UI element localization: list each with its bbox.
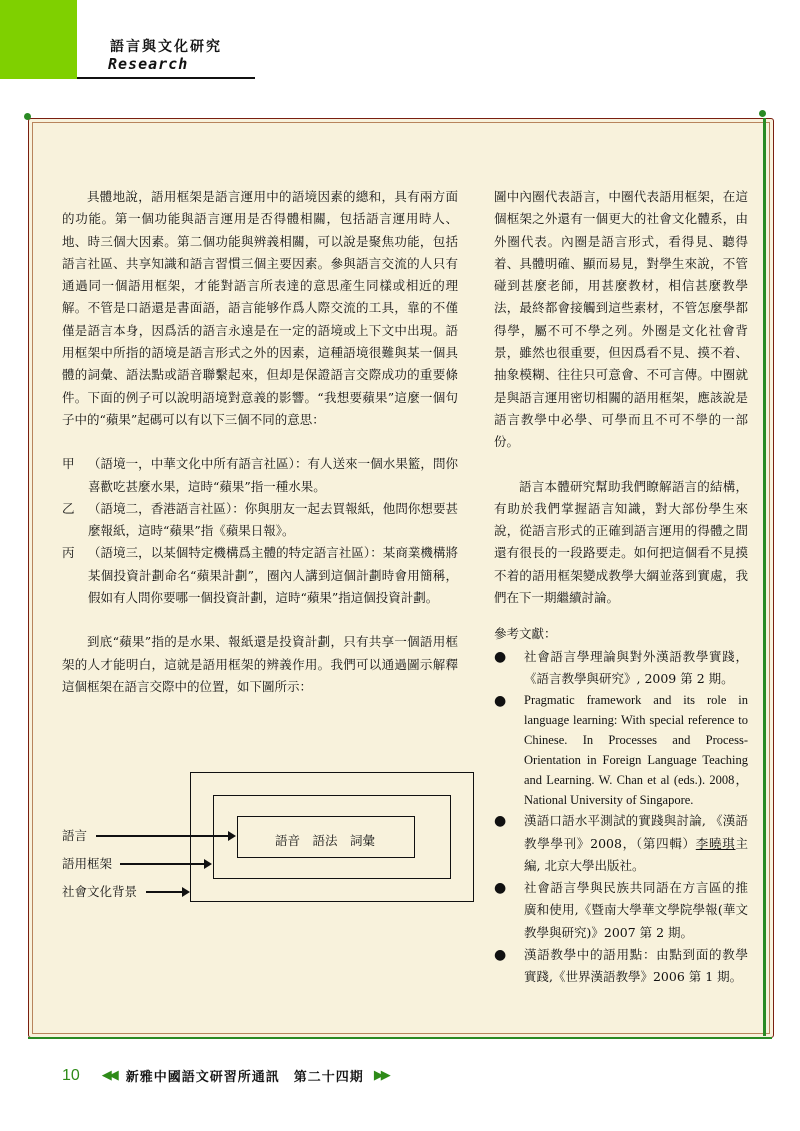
bullet-icon: ● [494,880,507,897]
reference-item: ● 漢語教學中的語用點：由點到面的教學實踐,《世界漢語教學》2006 第 1 期。 [494,944,748,989]
arrow-culture-line [146,891,182,893]
reference-item: ● 漢語口語水平測試的實踐與討論, 《漢語教學學刊》2008，（第四輯）李曉琪主編, 北京大學出版社。 [494,810,748,877]
label-framework: 語用框架 [62,856,113,871]
bullet-icon: ● [494,693,507,710]
arrow-culture-head [182,887,190,897]
header-rule [77,77,255,79]
arrow-language-head [228,831,236,841]
bullet-icon: ● [494,648,507,665]
reference-item: ● 社會語言學理論與對外漢語教學實踐，《語言教學與研究》, 2009 第 2 期。 [494,646,748,691]
frame-spine-right [763,118,766,1036]
arrow-framework-head [204,859,212,869]
example-1-mark: 甲 [62,456,75,472]
example-2 [62,498,458,543]
frame-pin-top-right [759,110,766,117]
references-title: 參考文獻： [494,626,557,642]
reference-item: ● Pragmatic framework and its role in language learning: With special reference to Chinese. In Processes and Process-Orientation in Foreign Language Teaching and Learning. W. Chan et al (eds.). 2008，National University of Singapore. [494,690,748,810]
header-accent-block [0,0,77,79]
reference-item: ● 社會語言學與民族共同語在方言區的推廣和使用,《暨南大學華文學院學報(華文教學與研究)》2007 第 2 期。 [494,877,748,944]
left-arrows-icon: ◀◀ [101,1068,116,1083]
left-paragraph-2: 到底“蘋果”指的是水果、報紙還是投資計劃，只有共享一個語用框架的人才能明白，這就是語用框架的辨義作用。我們可以通過圖示解釋這個框架在語言交際中的位置，如下圖所示： [62,634,458,694]
section-title-english: Research [108,55,189,73]
frame-spine-bottom [28,1037,772,1039]
publication-title: 新雅中國語文研習所通訊 第二十四期 [125,1070,364,1085]
right-arrows-icon: ▶▶ [373,1068,388,1083]
label-culture: 社會文化背景 [62,884,138,899]
page-footer [62,1066,388,1085]
page-number: 10 [62,1066,80,1084]
example-3-text: （語境三，以某個特定機構爲主體的特定語言社區）：某商業機構將某個投資計劃命名“蘋果計劃”，圈內人講到這個計劃時會用簡稱，假如有人問你要哪一個投資計劃，這時“蘋果”指這個投資計劃。 [88,545,458,606]
right-paragraph-1: 圖中內圈代表語言，中圈代表語用框架，在這個框架之外還有一個更大的社會文化體系，由外圈代表。內圈是語言形式，看得見、聽得着、具體明確、顯而易見，對學生來說，不管碰到甚麼老師，用甚麼教材，相信甚麼教學法，最終都會接觸到這些素材，不管怎麼學都得學，屬不可不學之列。外圈是文化社會背景，雖然也很重要，但因爲看不見、摸不着、抽象模糊、往往只可意會、不可言傳。中圈就是與語言運用密切相關的語用框架，應該說是語言教學中必學、可學而且不可不學的一部份。 [494,189,748,450]
example-1-text: （語境一，中華文化中所有語言社區）：有人送來一個水果籃，問你喜歡吃甚麼水果，這時“蘋果”指一種水果。 [88,456,458,494]
example-3 [62,542,458,609]
section-title-chinese: 語言與文化研究 [110,39,222,55]
right-paragraph-2: 語言本體研究幫助我們瞭解語言的結構，有助於我們掌握語言知識，對大部份學生來說，從語言形式的正確到語言運用的得體之間還有很長的一段路要走。如何把這個看不見摸不着的語用框架變成教學大綱並落到實處，我們在下一期繼續討論。 [494,478,748,606]
left-paragraph-1: 具體地說，語用框架是語言運用中的語境因素的總和，具有兩方面的功能。第一個功能與語言運用是否得體相關，包括語言運用時人、地、時三個大因素。第二個功能與辨義相關，可以說是聚焦功能，包括語言社區、共享知識和語言習慣三個主要因素。參與語言交流的人只有通過同一個語用框架，才能對語言所表達的意思產生同樣或相近的理解。不管是口語還是書面語，語言能够作爲人際交流的工具，靠的不僅僅是語言本身，因爲活的語言永遠是在一定的語境或上下文中出現。語用框架中所指的語境是語言形式之外的因素，這種語境很難與某一個具體的詞彙、語法點或語音聯繫起來，但却是保證語言交際成功的重要條件。下面的例子可以說明語境對意義的影響。“我想要蘋果”這麼一個句子中的“蘋果”起碼可以有以下三個不同的意思： [62,189,458,427]
bullet-icon: ● [494,947,507,964]
right-column [494,186,748,989]
inner-box-text: 語音 語法 詞彙 [274,833,375,848]
editor-name: 李曉琪 [695,835,736,851]
example-1 [62,453,458,498]
example-2-mark: 乙 [62,500,75,516]
arrow-framework-line [120,863,204,865]
label-language: 語言 [62,828,88,843]
frame-pin-top-left [24,113,31,120]
left-column [62,186,458,698]
arrow-language-line [96,835,228,837]
bullet-icon: ● [494,813,507,830]
example-2-text: （語境二，香港語言社區）：你與朋友一起去買報紙，他問你想要甚麼報紙，這時“蘋果”指《蘋果日報》。 [88,500,458,539]
references-list [494,646,748,989]
example-3-mark: 丙 [62,545,75,561]
